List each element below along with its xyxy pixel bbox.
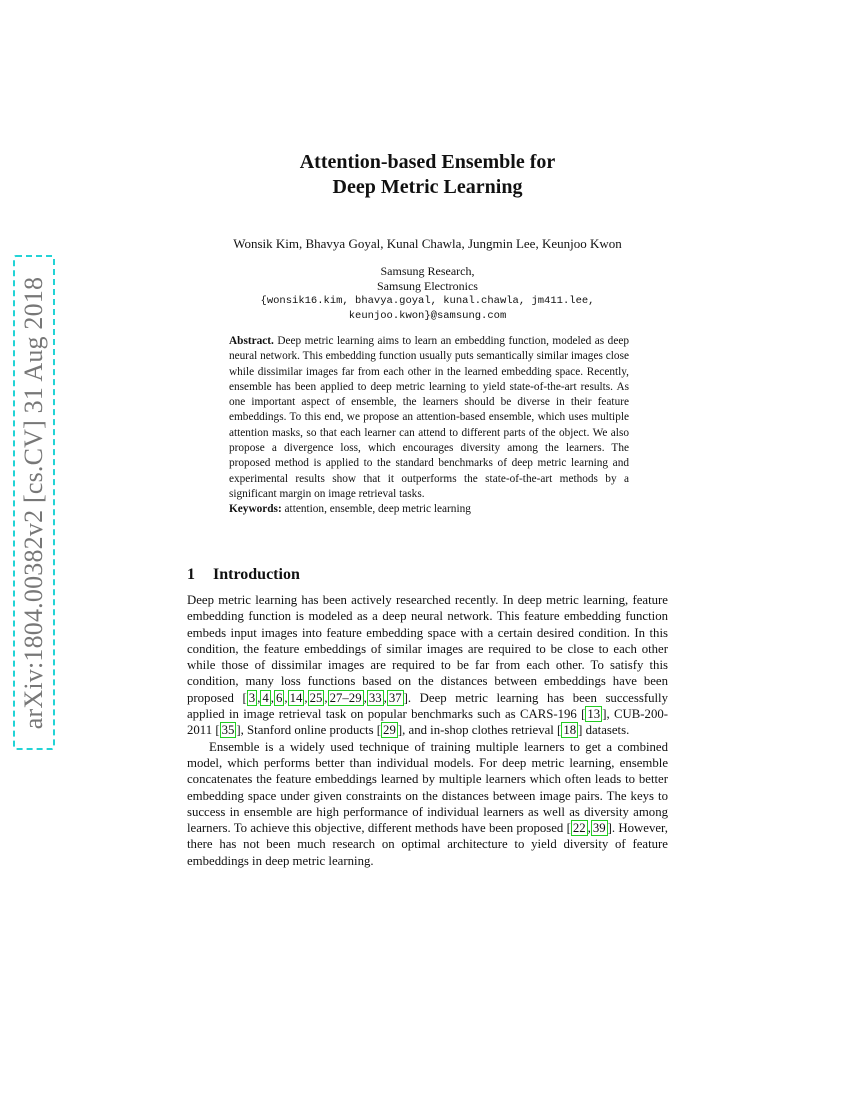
citation-link[interactable]: 25: [309, 690, 323, 705]
intro-p1-text-b: . Deep metric learning has been successfully applied in image retrieval task on popular benchmarks such as CARS-196: [187, 690, 668, 722]
arxiv-stamp: [13, 255, 55, 750]
section-heading-introduction: [187, 565, 300, 585]
intro-p1-text-c: , CUB-200-2011: [187, 707, 668, 738]
section-title: Introduction: [213, 566, 300, 583]
title-line-2: Deep Metric Learning: [332, 176, 523, 198]
abstract: [229, 334, 629, 518]
citation-link[interactable]: 22: [572, 821, 586, 836]
citation-link[interactable]: 29: [383, 723, 396, 738]
abstract-text: Deep metric learning aims to learn an embedding function, modeled as deep neural network. This embedding function usually puts semantically similar images close while dissimilar images far from each other in the learned embedding space. Recently, ensemble has been applied to deep metric learning to yield state-of-the-art results. As one important aspect of ensemble, the learners should be diverse in their feature embeddings. To this end, we propose an attention-based ensemble, which uses multiple attention masks, so that each learner can attend to different parts of the object. We also propose a divergence loss, which encourages diversity among the learners. The proposed method is applied to the standard benchmarks of deep metric learning and experimental results show that it outperforms the state-of-the-art methods by a significant margin on image retrieval tasks.: [229, 335, 629, 500]
citation-link[interactable]: 13: [587, 707, 601, 722]
intro-p1-text-a: Deep metric learning has been actively researched recently. In deep metric learning, feature embedding function is modeled as a deep neural network. This feature embedding function embeds input images into feature embedding space with a certain desired condition. In this condition, the feature embeddings of similar images are required to be close to each other while those of dissimilar images are required to be far from each other. To satisfy this condition, many loss functions based on the distances between embeddings have been proposed: [187, 593, 668, 705]
affiliation-line-1: Samsung Research,: [380, 264, 475, 278]
keywords-text: attention, ensemble, deep metric learning: [284, 503, 471, 516]
paper-page: [187, 0, 668, 1100]
citation-link[interactable]: 33: [368, 690, 382, 705]
citation-link[interactable]: 14: [289, 690, 303, 705]
affiliation-line-2: Samsung Electronics: [377, 279, 478, 293]
abstract-paragraph: [229, 334, 629, 502]
citation-link[interactable]: 27–29: [329, 690, 362, 705]
intro-p2-text-a: Ensemble is a widely used technique of training multiple learners to get a combined model, which performs better than individual models. For deep metric learning, ensemble concatenates the feature embeddings learned by multiple learners which often leads to better embedding space under given constraints on the distances between image pairs. The keys to success in ensemble are high performance of individual learners as well as diversity among learners. To achieve this objective, different methods have been proposed: [187, 739, 668, 836]
intro-p1-text-f: datasets.: [582, 723, 630, 738]
abstract-label: Abstract.: [229, 335, 274, 347]
citation-link[interactable]: 18: [563, 723, 577, 738]
citation-link[interactable]: 35: [221, 723, 235, 738]
section-number: 1: [187, 566, 195, 583]
introduction-body: [187, 592, 668, 869]
email-line-2: keunjoo.kwon}@samsung.com: [348, 310, 507, 322]
keywords-label: Keywords:: [229, 503, 282, 516]
paper-title: [187, 150, 668, 200]
keywords-paragraph: [229, 502, 629, 517]
citation-link[interactable]: 37: [388, 690, 402, 705]
author-list: Wonsik Kim, Bhavya Goyal, Kunal Chawla, Jungmin Lee, Keunjoo Kwon: [233, 236, 622, 251]
citation-link[interactable]: 39: [592, 821, 606, 836]
email-line-1: {wonsik16.kim, bhavya.goyal, kunal.chawla, jm411.lee,: [260, 295, 595, 307]
intro-p1-text-d: , Stanford online products: [240, 723, 377, 738]
affiliation-block: [187, 264, 668, 324]
citation-link[interactable]: 4: [262, 690, 269, 705]
intro-paragraph-2: Ensemble is a widely used technique of training multiple learners to get a combined model, which performs better than individual models. For deep metric learning, ensemble concatenates the feature embeddings learned by multiple learners which often leads to better embedding space under given constraints on the distances between image pairs. The keys to success in ensemble are high performance of individual learners as well as diversity among learners. To achieve this objective, different methods have been proposed [ 22 , 39 ]. However, there has not been much research on optimal architecture to yield diversity of feature embeddings in deep metric learning.: [187, 739, 668, 868]
title-line-1: Attention-based Ensemble for: [299, 151, 556, 173]
citation-link[interactable]: 3: [248, 690, 256, 705]
intro-p2-text-b: . However, there has not been much research on optimal architecture to yield diversity of feature embeddings in deep metric learning.: [187, 821, 668, 868]
intro-p1-text-e: , and in-shop clothes retrieval: [402, 723, 558, 738]
citation-link[interactable]: 6: [276, 690, 283, 705]
arxiv-identifier: arXiv:1804.00382v2 [cs.CV] 31 Aug 2018: [19, 276, 48, 729]
intro-paragraph-1: Deep metric learning has been actively researched recently. In deep metric learning, feature embedding function is modeled as a deep neural network. This feature embedding function embeds input images into feature embedding space with a certain desired condition. In this condition, the feature embeddings of similar images are required to be close to each other while those of dissimilar images are required to be far from each other. To satisfy this condition, many loss functions based on the distances between embeddings have been proposed [ 3 , 4 , 6 , 14 , 25 , 27–29 , 33 , 37 ]. Deep metric learning has been successfully applied in image retrieval task on popular benchmarks such as CARS-196 [ 13 ], CUB-200-2011 [ 35 ], Stanford online products [ 29 ], and in-shop clothes retrieval [ 18 ] datasets.: [187, 593, 668, 738]
